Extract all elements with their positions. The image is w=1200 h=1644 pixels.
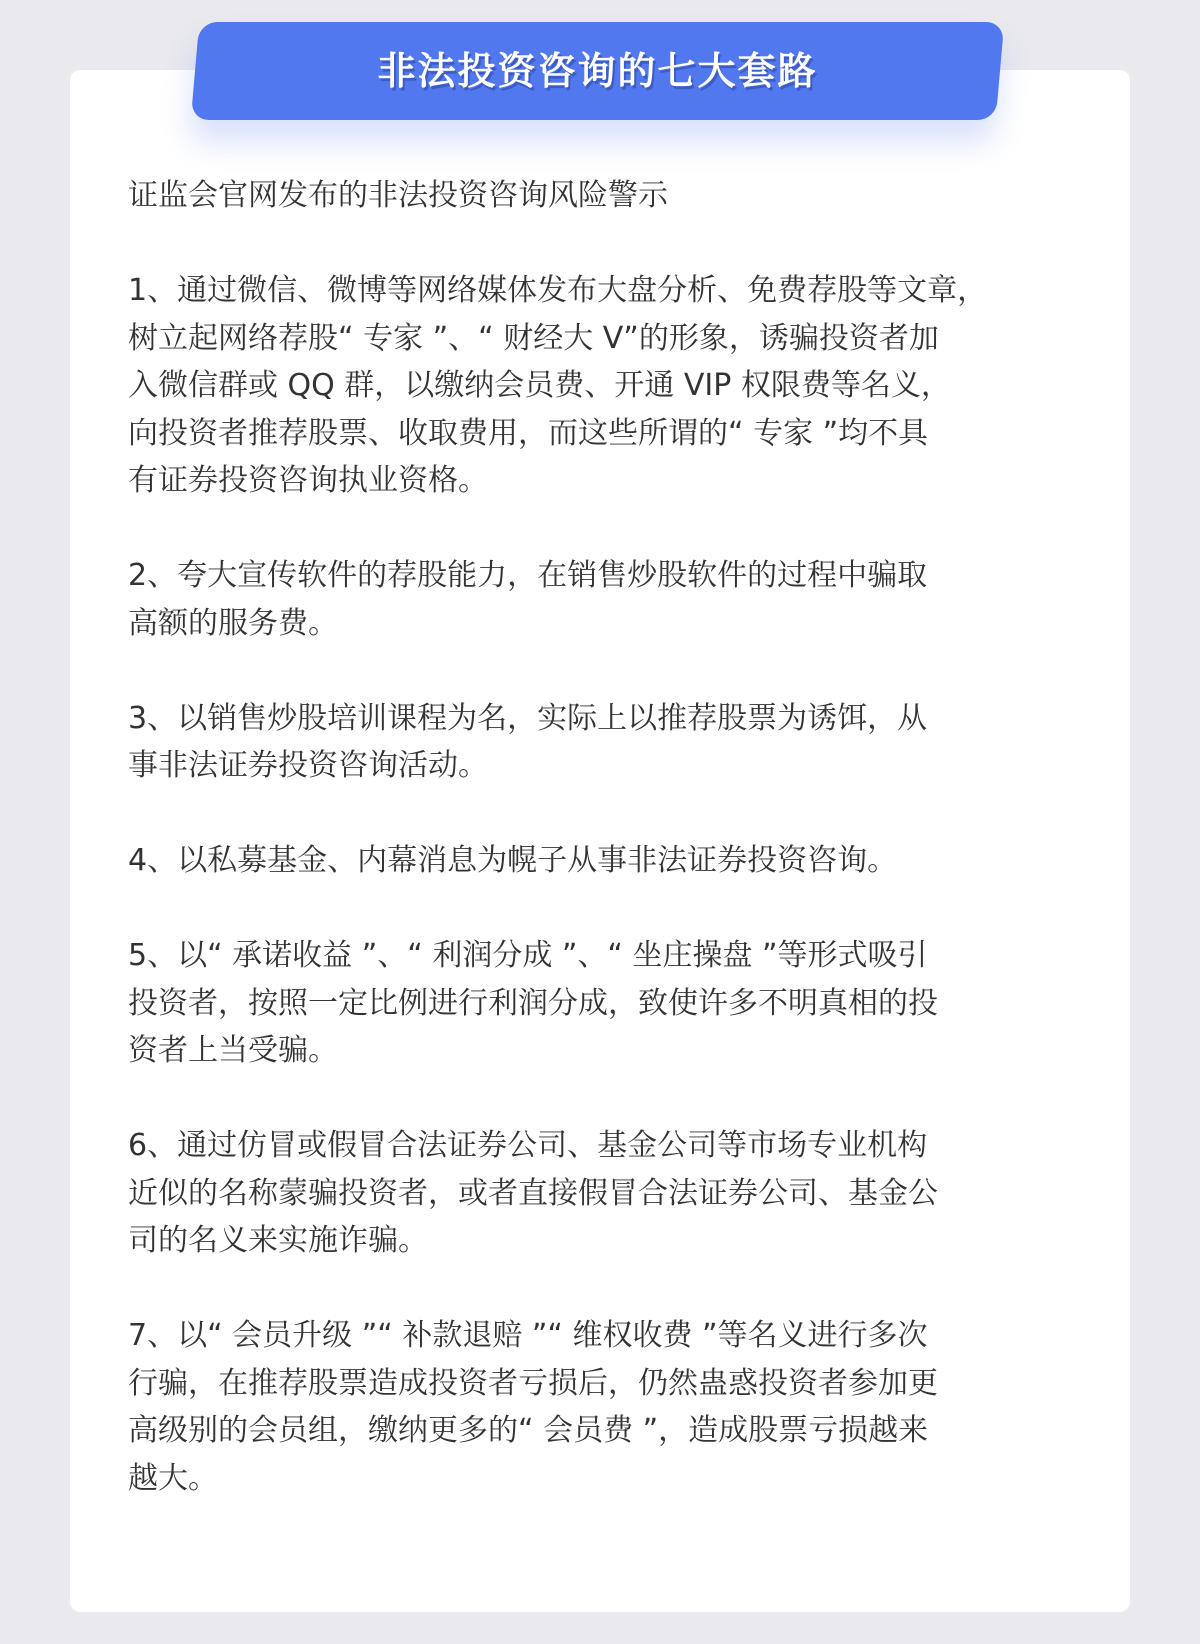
text-line: 入微信群或 QQ 群，以缴纳会员费、开通 VIP 权限费等名义，: [128, 368, 951, 403]
warning-item-2: [128, 552, 1088, 647]
warning-item-7: [128, 1312, 1088, 1502]
text-line: 1、通过微信、微博等网络媒体发布大盘分析、免费荐股等文章，: [128, 273, 988, 308]
warning-item-6: [128, 1122, 1088, 1265]
text-line: 事非法证券投资咨询活动。: [128, 748, 488, 783]
page-title: 非法投资咨询的七大套路: [377, 49, 818, 93]
text-line: 行骗，在推荐股票造成投资者亏损后，仍然蛊惑投资者参加更: [128, 1365, 938, 1401]
text-line: 高额的服务费。: [128, 605, 338, 641]
text-line: 树立起网络荐股“ 专家 ”、“ 财经大 V”的形象，诱骗投资者加: [128, 320, 939, 356]
warning-item-1: [128, 267, 1088, 505]
text-line: 近似的名称蒙骗投资者，或者直接假冒合法证券公司、基金公: [128, 1175, 938, 1211]
text-line: 投资者，按照一定比例进行利润分成，致使许多不明真相的投: [128, 985, 938, 1021]
text-line: 7、以“ 会员升级 ”“ 补款退赔 ”“ 维权收费 ”等名义进行多次: [128, 1318, 928, 1353]
text-line: 2、夸大宣传软件的荐股能力，在销售炒股软件的过程中骗取: [128, 558, 928, 593]
text-line: 有证券投资咨询执业资格。: [128, 463, 488, 498]
subtitle: 证监会官网发布的非法投资咨询风险警示: [128, 178, 668, 213]
text-line: 司的名义来实施诈骗。: [128, 1223, 428, 1258]
text-line: 6、通过仿冒或假冒合法证券公司、基金公司等市场专业机构: [128, 1128, 928, 1163]
article-body: [128, 172, 1088, 1550]
text-line: 高级别的会员组，缴纳更多的“ 会员费 ”，造成股票亏损越来: [128, 1413, 929, 1448]
text-line: 3、以销售炒股培训课程为名，实际上以推荐股票为诱饵，从: [128, 700, 928, 736]
warning-item-3: [128, 695, 1088, 790]
text-line: 向投资者推荐股票、收取费用，而这些所谓的“ 专家 ”均不具: [128, 415, 929, 451]
text-line: 资者上当受骗。: [128, 1033, 338, 1068]
text-line: 4、以私募基金、内幕消息为幌子从事非法证券投资咨询。: [128, 843, 898, 878]
warning-item-4: [128, 837, 1088, 885]
text-line: 越大。: [128, 1460, 218, 1496]
warning-item-5: [128, 932, 1088, 1075]
text-line: 5、以“ 承诺收益 ”、“ 利润分成 ”、“ 坐庄操盘 ”等形式吸引: [128, 938, 928, 973]
